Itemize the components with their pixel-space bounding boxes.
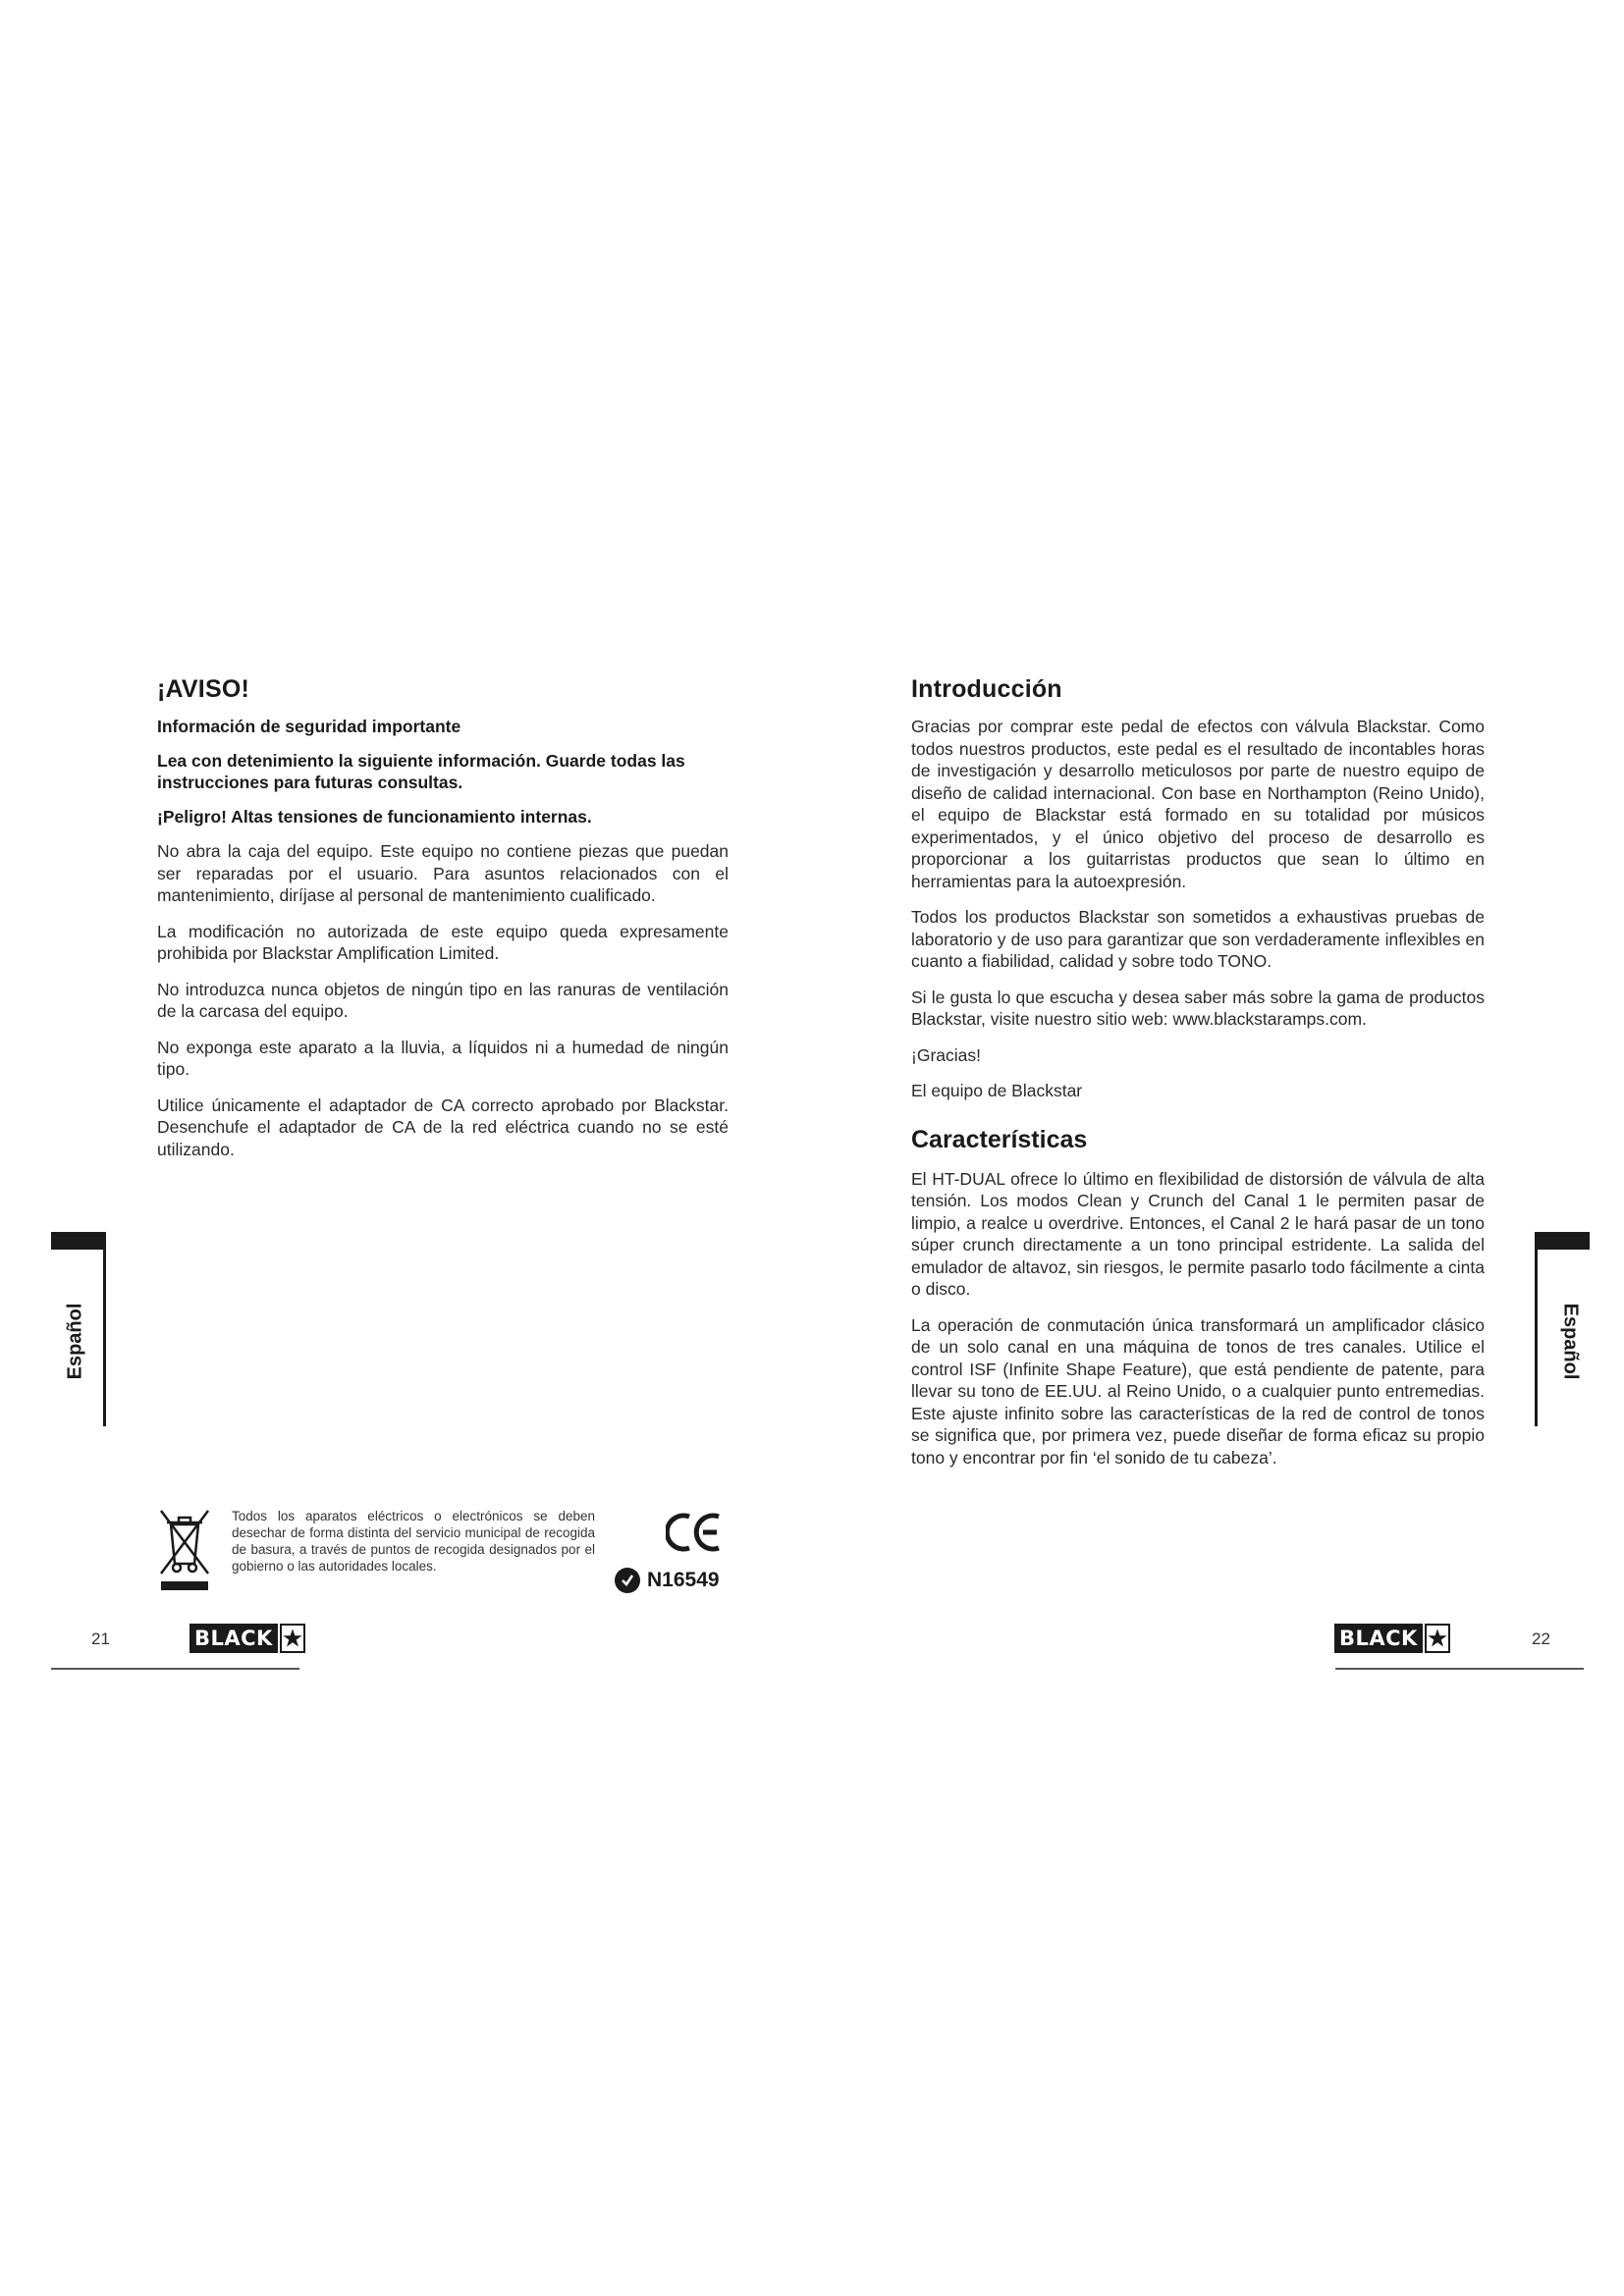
crossed-out-wheelie-bin-icon: [157, 1507, 212, 1591]
content-column: [911, 675, 1485, 1482]
footer-rule: [1335, 1668, 1584, 1670]
language-tab-label: Español: [1559, 1303, 1582, 1380]
star-icon: [1425, 1624, 1450, 1653]
star-icon: [280, 1624, 305, 1653]
certification-mark: [615, 1568, 720, 1593]
features-paragraph: La operación de conmutación única transformará un amplificador clásico de un solo canal en una máquina de tonos de tres canales. Utilice el control ISF (Infinite Shape Feature), que está pendiente de patente, para llevar su tono de EE.UU. al Reino Unido, o a cualquier punto entremedias. Este ajuste infinito sobre las características de la red de control de tonos se significa que, por primera vez, puede diseñar de forma eficaz su propio tono y encontrar por fin ‘el sonido de tu cabeza’.: [911, 1314, 1485, 1468]
ce-mark-icon: [666, 1511, 723, 1554]
language-tab: [51, 1232, 106, 1409]
danger-notice: ¡Peligro! Altas tensiones de funcionamiento internas.: [157, 807, 592, 827]
features-heading: Características: [911, 1125, 1088, 1153]
safety-subtitle: Información de seguridad importante: [157, 717, 461, 736]
brand-logo: [189, 1622, 299, 1655]
language-tab-label: Español: [64, 1303, 86, 1380]
features-paragraph: El HT-DUAL ofrece lo último en flexibilidad de distorsión de válvula de alta tensión. Los modos Clean y Crunch del Canal 1 le permiten pasar de limpio, a realce u overdrive. Entonces, el Canal 2 le hará pasar de un tono súper crunch directamente a un tono principal estridente. La salida del emulador de altavoz, sin riesgos, le permite pasarlo todo fácilmente a cinta o disco.: [911, 1168, 1485, 1299]
intro-paragraph: Gracias por comprar este pedal de efectos con válvula Blackstar. Como todos nuestros productos, este pedal es el resultado de incontables horas de investigación y desarrollo meticulosos por parte de nuestro equipo de diseño de calidad internacional. Con base en Northampton (Reino Unido), el equipo de Blackstar está formado en su totalidad por músicos experimentados, y el único objetivo del proceso de desarrollo es proporcionar a los guitarristas productos que sean lo último en herramientas para la autoexpresión.: [911, 717, 1485, 891]
tab-rule: [1535, 1250, 1538, 1426]
footer-rule: [51, 1668, 299, 1670]
read-carefully-notice: Lea con detenimiento la siguiente información. Guarde todas las instrucciones para futuras consultas.: [157, 751, 685, 792]
warning-paragraph: Utilice únicamente el adaptador de CA correcto aprobado por Blackstar. Desenchufe el adaptador de CA de la red eléctrica cuando no se esté utilizando.: [157, 1095, 729, 1159]
intro-paragraph: ¡Gracias!: [911, 1044, 981, 1065]
tab-bar: [1535, 1232, 1590, 1250]
intro-paragraph: Si le gusta lo que escucha y desea saber más sobre la gama de productos Blackstar, visite nuestro sitio web: www.blackstaramps.com.: [911, 987, 1485, 1029]
tab-rule: [103, 1250, 106, 1426]
intro-heading: Introducción: [911, 675, 1062, 703]
language-tab: [1535, 1232, 1590, 1409]
brand-logo-text: BLACK: [189, 1624, 278, 1653]
page-number: 21: [91, 1629, 110, 1648]
warning-title: ¡AVISO!: [157, 675, 249, 703]
warning-paragraph: No introduzca nunca objetos de ningún tipo en las ranuras de ventilación de la carcasa del equipo.: [157, 979, 729, 1021]
page-number: 22: [1532, 1629, 1550, 1648]
right-page: [812, 0, 1624, 2296]
intro-paragraph: Todos los productos Blackstar son sometidos a exhaustivas pruebas de laboratorio y de uso para garantizar que son verdaderamente inflexibles en cuanto a fiabilidad, calidad y sobre todo TONO.: [911, 907, 1485, 971]
tab-bar: [51, 1232, 106, 1250]
warning-section: [157, 675, 729, 1174]
certification-number: N16549: [647, 1569, 720, 1591]
warning-paragraph: La modificación no autorizada de este equipo queda expresamente prohibida por Blackstar Amplification Limited.: [157, 921, 729, 963]
brand-logo-text: BLACK: [1334, 1624, 1423, 1653]
warning-paragraph: No abra la caja del equipo. Este equipo no contiene piezas que puedan ser reparadas por el usuario. Para asuntos relacionados con el mantenimiento, diríjase al personal de mantenimiento cualificado.: [157, 841, 729, 905]
c-tick-icon: [615, 1568, 640, 1593]
brand-logo: [1334, 1622, 1444, 1655]
disposal-notice: [157, 1507, 731, 1605]
warning-paragraph: No exponga este aparato a la lluvia, a líquidos ni a humedad de ningún tipo.: [157, 1037, 729, 1079]
disposal-notice-text: Todos los aparatos eléctricos o electrónicos se deben desechar de forma distinta del servicio municipal de recogida de basura, a través de puntos de recogida designados por el gobierno o las autoridades locales.: [232, 1509, 595, 1574]
intro-paragraph: El equipo de Blackstar: [911, 1081, 1083, 1100]
